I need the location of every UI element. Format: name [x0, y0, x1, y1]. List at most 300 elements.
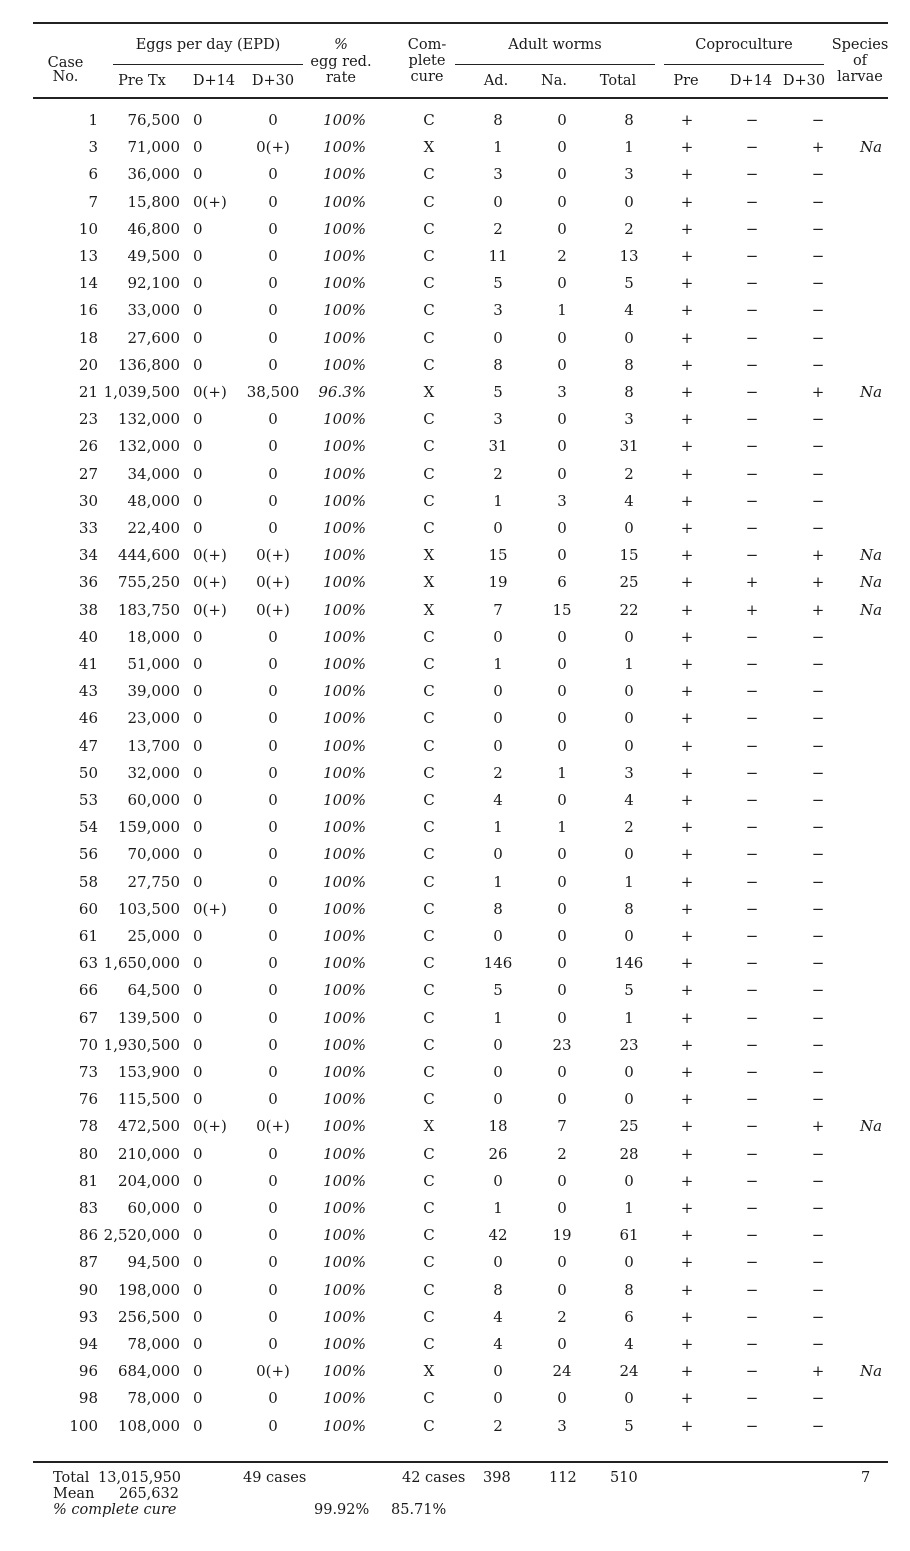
cell-cure: C: [423, 301, 435, 320]
header-total: Total: [599, 73, 637, 89]
cell-copro-d14: −: [745, 1117, 759, 1136]
cell-epd-pre: 2,520,000: [103, 1226, 180, 1245]
cell-epd-d14: 0: [193, 981, 203, 1000]
footer-total-label: Total: [53, 1470, 90, 1486]
cell-epd-pre: 444,600: [117, 546, 180, 565]
cell-copro-d14: −: [745, 546, 759, 565]
cell-cure: C: [423, 1199, 435, 1217]
cell-copro-d30: −: [811, 791, 825, 809]
cell-cure: C: [423, 355, 435, 374]
cell-total: 22: [619, 600, 639, 619]
cell-ad: 11: [488, 247, 508, 265]
cell-copro-pre: +: [680, 1253, 694, 1272]
cell-egg-red-rate: 100%: [323, 1280, 366, 1299]
cell-epd-pre: 132,000: [117, 410, 180, 429]
cell-cure: C: [423, 736, 435, 755]
cell-na: 1: [557, 763, 567, 782]
cell-copro-d30: −: [811, 274, 825, 293]
cell-copro-pre: +: [680, 763, 694, 782]
cell-ad: 31: [488, 437, 508, 456]
cell-case-no: 36: [78, 573, 98, 592]
cell-copro-d14: −: [745, 410, 759, 429]
cell-egg-red-rate: 100%: [323, 1335, 366, 1353]
cell-copro-d30: −: [811, 1199, 825, 1217]
cell-na: 0: [557, 328, 567, 347]
cell-egg-red-rate: 100%: [323, 1253, 366, 1272]
cell-epd-pre: 25,000: [127, 927, 180, 945]
table-row: [0, 1113, 910, 1140]
cell-copro-d30: −: [811, 1144, 825, 1163]
table-row: [0, 1032, 910, 1059]
header-species-line2: of: [852, 53, 868, 69]
cell-copro-d30: −: [811, 301, 825, 320]
cell-cure: X: [423, 600, 435, 619]
cell-copro-pre: +: [680, 1362, 694, 1381]
cell-epd-d30: 0: [268, 927, 278, 945]
cell-ad: 1: [493, 872, 503, 891]
cell-epd-pre: 39,000: [127, 682, 180, 701]
cell-egg-red-rate: 100%: [323, 301, 366, 320]
cell-ad: 5: [493, 383, 503, 401]
cell-copro-d30: −: [811, 954, 825, 973]
cell-epd-pre: 684,000: [117, 1362, 180, 1381]
cell-copro-pre: +: [680, 1090, 694, 1109]
cell-copro-d30: −: [811, 872, 825, 891]
header-d14: D+14: [192, 73, 236, 89]
cell-na: 1: [557, 818, 567, 837]
cell-total: 25: [619, 1117, 639, 1136]
header-case-no: Case No.: [47, 55, 84, 85]
cell-epd-pre: 60,000: [127, 1199, 180, 1217]
cell-total: 1: [624, 1199, 634, 1217]
cell-copro-d14: −: [745, 138, 759, 157]
cell-na: 19: [552, 1226, 572, 1245]
cell-epd-pre: 51,000: [127, 655, 180, 673]
table-row: [0, 950, 910, 977]
cell-cure: C: [423, 437, 435, 456]
cell-copro-pre: +: [680, 1389, 694, 1408]
cell-total: 23: [619, 1035, 639, 1054]
cell-total: 0: [624, 519, 634, 537]
cell-case-no: 56: [78, 845, 98, 864]
cell-epd-pre: 153,900: [117, 1063, 180, 1081]
footer-total-epd: 13,015,950: [98, 1470, 182, 1486]
cell-cure: C: [423, 872, 435, 891]
cell-case-no: 33: [78, 519, 98, 537]
cell-case-no: 16: [78, 301, 98, 320]
cell-egg-red-rate: 100%: [323, 355, 366, 374]
cell-copro-pre: +: [680, 627, 694, 646]
cell-copro-pre: +: [680, 301, 694, 320]
cell-epd-d30: 0: [268, 845, 278, 864]
cell-case-no: 43: [78, 682, 98, 701]
cell-copro-d30: +: [811, 138, 825, 157]
cell-epd-d30: 0: [268, 519, 278, 537]
cell-na: 6: [557, 573, 567, 592]
cell-epd-pre: 60,000: [127, 791, 180, 809]
cell-na: 0: [557, 1199, 567, 1217]
header-d30: D+30: [251, 73, 295, 89]
cell-egg-red-rate: 100%: [323, 954, 366, 973]
cell-case-no: 61: [78, 927, 98, 945]
cell-total: 0: [624, 1063, 634, 1081]
cell-cure: C: [423, 791, 435, 809]
cell-total: 24: [619, 1362, 639, 1381]
cell-egg-red-rate: 100%: [323, 600, 366, 619]
cell-epd-d14: 0: [193, 1307, 203, 1326]
cell-cure: C: [423, 627, 435, 646]
cell-epd-d14: 0: [193, 519, 203, 537]
cell-cure: C: [423, 818, 435, 837]
cell-egg-red-rate: 100%: [323, 1362, 366, 1381]
cell-epd-d30: 0: [268, 301, 278, 320]
cell-cure: C: [423, 845, 435, 864]
cell-total: 13: [619, 247, 639, 265]
cell-copro-d30: −: [811, 1280, 825, 1299]
cell-epd-d30: 0: [268, 192, 278, 211]
cell-epd-d30: 0: [268, 791, 278, 809]
table-row: [0, 1005, 910, 1032]
header-copro-group: Coproculture: [695, 37, 793, 53]
cell-na: 0: [557, 138, 567, 157]
cell-copro-d14: −: [745, 899, 759, 918]
cell-copro-pre: +: [680, 1008, 694, 1027]
cell-ad: 1: [493, 1008, 503, 1027]
cell-epd-d30: 0: [268, 1416, 278, 1435]
cell-copro-pre: +: [680, 709, 694, 728]
cell-epd-pre: 76,500: [127, 111, 180, 129]
cell-case-no: 14: [78, 274, 98, 293]
cell-ad: 5: [493, 274, 503, 293]
cell-ad: 0: [493, 192, 503, 211]
cell-ad: 2: [493, 464, 503, 483]
cell-ad: 7: [493, 600, 503, 619]
cell-copro-d30: +: [811, 600, 825, 619]
cell-copro-d14: −: [745, 682, 759, 701]
cell-copro-d30: −: [811, 655, 825, 673]
cell-ad: 146: [483, 954, 513, 973]
cell-ad: 1: [493, 138, 503, 157]
cell-epd-d30: 0: [268, 247, 278, 265]
cell-epd-pre: 183,750: [117, 600, 180, 619]
cell-egg-red-rate: 100%: [323, 981, 366, 1000]
cell-case-no: 7: [88, 192, 98, 211]
cell-copro-d30: +: [811, 573, 825, 592]
cell-copro-d30: +: [811, 1117, 825, 1136]
header-species-line1: Species: [831, 37, 889, 53]
cell-epd-pre: 15,800: [127, 192, 180, 211]
cell-copro-d14: +: [745, 600, 759, 619]
cell-copro-pre: +: [680, 111, 694, 129]
copro-group-underline: [664, 64, 824, 65]
cell-egg-red-rate: 100%: [323, 546, 366, 565]
cell-na: 0: [557, 1090, 567, 1109]
cell-epd-pre: 159,000: [117, 818, 180, 837]
cell-copro-d30: −: [811, 1063, 825, 1081]
cell-copro-d14: −: [745, 709, 759, 728]
cell-ad: 15: [488, 546, 508, 565]
cell-cure: C: [423, 1171, 435, 1190]
header-cure-line3: cure: [410, 69, 444, 85]
cell-copro-pre: +: [680, 546, 694, 565]
cell-copro-d30: +: [811, 383, 825, 401]
cell-ad: 2: [493, 763, 503, 782]
cell-copro-pre: +: [680, 791, 694, 809]
cell-epd-pre: 36,000: [127, 165, 180, 184]
cell-ad: 0: [493, 519, 503, 537]
cell-epd-pre: 198,000: [117, 1280, 180, 1299]
table-row: [0, 1413, 910, 1440]
cell-copro-d14: −: [745, 1035, 759, 1054]
cell-copro-d14: −: [745, 1008, 759, 1027]
cell-copro-d14: −: [745, 818, 759, 837]
cell-na: 0: [557, 165, 567, 184]
cell-copro-d14: −: [745, 219, 759, 238]
cell-na: 2: [557, 1307, 567, 1326]
cell-na: 2: [557, 1144, 567, 1163]
cell-epd-d30: 0: [268, 736, 278, 755]
cell-epd-pre: 23,000: [127, 709, 180, 728]
cell-copro-pre: +: [680, 899, 694, 918]
cell-epd-pre: 1,650,000: [103, 954, 180, 973]
footer-species-total: 7: [861, 1470, 871, 1486]
cell-egg-red-rate: 100%: [323, 573, 366, 592]
cell-epd-pre: 78,000: [127, 1389, 180, 1408]
cell-epd-d30: 0: [268, 655, 278, 673]
cell-epd-d14: 0(+): [193, 899, 227, 918]
cell-egg-red-rate: 100%: [323, 872, 366, 891]
cell-epd-d30: 0: [268, 1090, 278, 1109]
cell-total: 2: [624, 219, 634, 238]
cell-epd-d14: 0: [193, 1362, 203, 1381]
footer-cure-pct: 85.71%: [391, 1502, 447, 1518]
cell-case-no: 41: [78, 655, 98, 673]
cell-copro-d30: −: [811, 464, 825, 483]
table-row: [0, 1277, 910, 1304]
cell-epd-pre: 32,000: [127, 763, 180, 782]
table-row: [0, 841, 910, 868]
cell-case-no: 100: [69, 1416, 98, 1435]
cell-copro-d30: −: [811, 1008, 825, 1027]
cell-na: 0: [557, 1335, 567, 1353]
cell-egg-red-rate: 96.3%: [318, 383, 366, 401]
cell-epd-pre: 48,000: [127, 491, 180, 510]
footer-cases-42: 42 cases: [402, 1470, 466, 1486]
cell-epd-d14: 0: [193, 709, 203, 728]
cell-copro-d30: −: [811, 1171, 825, 1190]
cell-copro-d14: −: [745, 355, 759, 374]
cell-cure: C: [423, 1226, 435, 1245]
cell-copro-d14: −: [745, 1389, 759, 1408]
cell-copro-d30: −: [811, 437, 825, 456]
header-pct-line1: %: [334, 37, 348, 53]
cell-epd-d30: 38,500: [246, 383, 300, 401]
cell-copro-d14: −: [745, 1362, 759, 1381]
cell-total: 6: [624, 1307, 634, 1326]
cell-copro-pre: +: [680, 1117, 694, 1136]
cell-ad: 8: [493, 1280, 503, 1299]
cell-egg-red-rate: 100%: [323, 138, 366, 157]
cell-case-no: 87: [78, 1253, 98, 1272]
cell-copro-d14: −: [745, 655, 759, 673]
cell-total: 0: [624, 736, 634, 755]
cell-egg-red-rate: 100%: [323, 899, 366, 918]
cell-copro-d30: −: [811, 247, 825, 265]
footer-worm-total: 510: [610, 1470, 638, 1486]
cell-na: 0: [557, 981, 567, 1000]
cell-case-no: 66: [78, 981, 98, 1000]
cell-species: Na: [859, 546, 883, 565]
cell-epd-d14: 0: [193, 355, 203, 374]
cell-copro-d14: −: [745, 845, 759, 864]
cell-copro-d14: −: [745, 274, 759, 293]
cell-cure: C: [423, 1253, 435, 1272]
cell-na: 23: [552, 1035, 572, 1054]
cell-epd-d14: 0: [193, 927, 203, 945]
cell-case-no: 53: [78, 791, 98, 809]
header-copro-d14: D+14: [729, 73, 773, 89]
cell-case-no: 18: [78, 328, 98, 347]
table-row: [0, 488, 910, 515]
cell-total: 0: [624, 627, 634, 646]
cell-ad: 0: [493, 736, 503, 755]
cell-copro-pre: +: [680, 927, 694, 945]
cell-epd-d30: 0: [268, 1171, 278, 1190]
cell-egg-red-rate: 100%: [323, 464, 366, 483]
cell-na: 1: [557, 301, 567, 320]
cell-case-no: 30: [78, 491, 98, 510]
cell-total: 0: [624, 328, 634, 347]
cell-epd-d14: 0: [193, 1416, 203, 1435]
cell-case-no: 60: [78, 899, 98, 918]
cell-copro-d30: −: [811, 1035, 825, 1054]
cell-case-no: 63: [78, 954, 98, 973]
cell-epd-d30: 0: [268, 1144, 278, 1163]
cell-copro-pre: +: [680, 437, 694, 456]
cell-na: 0: [557, 627, 567, 646]
cell-copro-pre: +: [680, 355, 694, 374]
cell-epd-pre: 92,100: [127, 274, 180, 293]
cell-epd-d14: 0: [193, 437, 203, 456]
cell-na: 0: [557, 872, 567, 891]
cell-copro-pre: +: [680, 1035, 694, 1054]
cell-cure: C: [423, 1063, 435, 1081]
cell-case-no: 34: [78, 546, 98, 565]
cell-epd-d30: 0: [268, 763, 278, 782]
cell-epd-d30: 0(+): [256, 546, 290, 565]
table-row: [0, 733, 910, 760]
cell-egg-red-rate: 100%: [323, 1307, 366, 1326]
cell-copro-pre: +: [680, 247, 694, 265]
cell-na: 2: [557, 247, 567, 265]
cell-cure: C: [423, 1335, 435, 1353]
cell-copro-d14: −: [745, 519, 759, 537]
cell-na: 0: [557, 1253, 567, 1272]
cell-epd-d14: 0: [193, 464, 203, 483]
cell-species: Na: [859, 1362, 883, 1381]
cell-copro-pre: +: [680, 410, 694, 429]
cell-egg-red-rate: 100%: [323, 1063, 366, 1081]
cell-cure: C: [423, 763, 435, 782]
cell-epd-d14: 0: [193, 872, 203, 891]
cell-copro-d30: −: [811, 111, 825, 129]
cell-cure: C: [423, 519, 435, 537]
table-row: [0, 189, 910, 216]
cell-egg-red-rate: 100%: [323, 219, 366, 238]
table-row: [0, 1086, 910, 1113]
cell-case-no: 98: [78, 1389, 98, 1408]
footer-mean-label: Mean: [53, 1486, 95, 1502]
top-rule: [33, 22, 888, 24]
cell-ad: 8: [493, 355, 503, 374]
cell-na: 0: [557, 274, 567, 293]
cell-total: 146: [614, 954, 644, 973]
cell-egg-red-rate: 100%: [323, 845, 366, 864]
table-row: [0, 624, 910, 651]
table-row: [0, 216, 910, 243]
cell-copro-d30: −: [811, 1335, 825, 1353]
cell-egg-red-rate: 100%: [323, 1008, 366, 1027]
cell-copro-pre: +: [680, 192, 694, 211]
cell-copro-d30: −: [811, 192, 825, 211]
cell-na: 0: [557, 1063, 567, 1081]
cell-cure: C: [423, 1090, 435, 1109]
cell-copro-pre: +: [680, 383, 694, 401]
cell-case-no: 38: [78, 600, 98, 619]
cell-case-no: 13: [78, 247, 98, 265]
table-row: [0, 705, 910, 732]
cell-copro-pre: +: [680, 1171, 694, 1190]
cell-cure: C: [423, 1416, 435, 1435]
cell-copro-pre: +: [680, 138, 694, 157]
cell-cure: C: [423, 111, 435, 129]
cell-egg-red-rate: 100%: [323, 410, 366, 429]
cell-epd-pre: 103,500: [117, 899, 180, 918]
cell-epd-d14: 0: [193, 845, 203, 864]
cell-copro-pre: +: [680, 818, 694, 837]
table-row: [0, 433, 910, 460]
cell-epd-pre: 34,000: [127, 464, 180, 483]
table-row: [0, 760, 910, 787]
cell-epd-d30: 0(+): [256, 1362, 290, 1381]
cell-copro-d14: −: [745, 192, 759, 211]
cell-ad: 0: [493, 927, 503, 945]
cell-epd-pre: 108,000: [117, 1416, 180, 1435]
table-row: [0, 923, 910, 950]
cell-copro-d14: −: [745, 1307, 759, 1326]
cell-copro-d30: −: [811, 763, 825, 782]
table-row: [0, 1304, 910, 1331]
cell-case-no: 1: [88, 111, 98, 129]
cell-epd-d30: 0(+): [256, 1117, 290, 1136]
header-bottom-rule: [33, 97, 888, 99]
cell-ad: 0: [493, 1035, 503, 1054]
cell-copro-d14: −: [745, 111, 759, 129]
cell-copro-d14: −: [745, 1226, 759, 1245]
cell-epd-pre: 1,930,500: [103, 1035, 180, 1054]
table-row: [0, 461, 910, 488]
cell-copro-pre: +: [680, 1144, 694, 1163]
cell-copro-d14: −: [745, 954, 759, 973]
header-cure-line2: plete: [408, 53, 446, 69]
cell-cure: C: [423, 709, 435, 728]
cell-epd-d30: 0: [268, 1008, 278, 1027]
cell-copro-d30: −: [811, 981, 825, 1000]
cell-epd-d30: 0: [268, 491, 278, 510]
cell-epd-pre: 64,500: [127, 981, 180, 1000]
table-row: [0, 297, 910, 324]
cell-copro-pre: +: [680, 682, 694, 701]
